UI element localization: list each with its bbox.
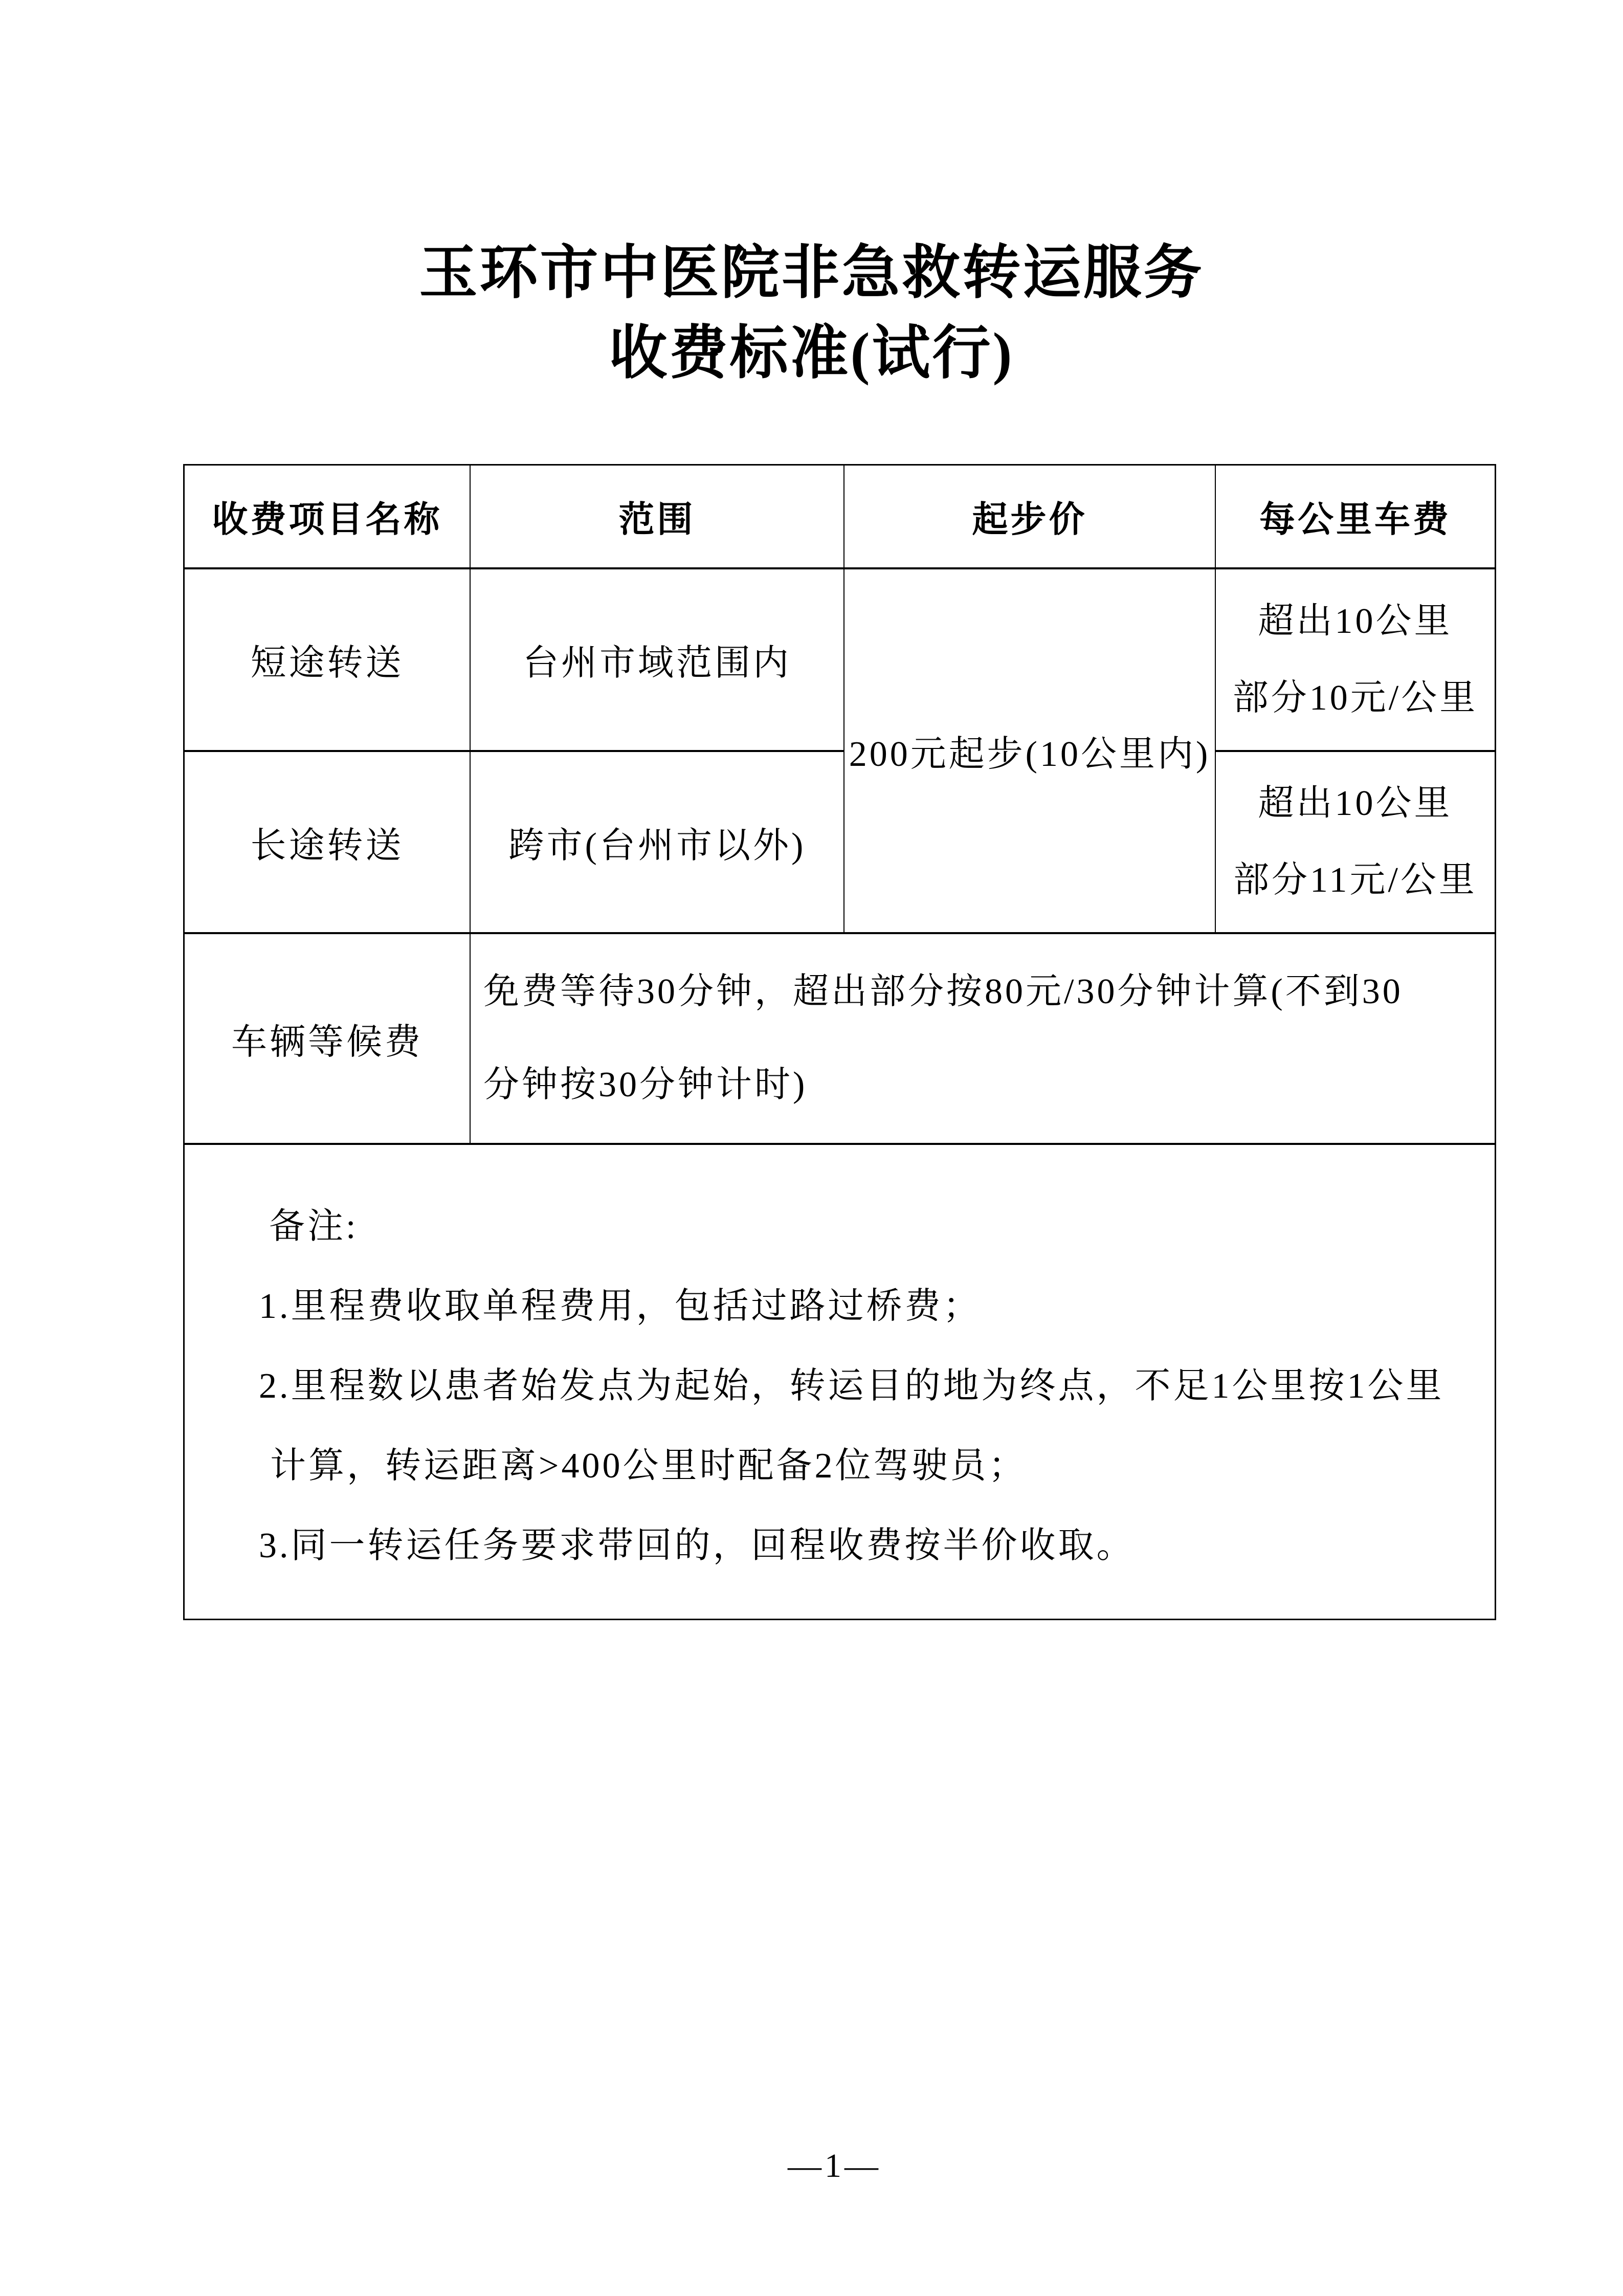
header-cell-base-fare: 起步价 xyxy=(844,466,1216,569)
cell-waiting-fee-desc xyxy=(471,934,1495,1145)
per-km-line: 超出10公里 xyxy=(1258,784,1453,823)
header-cell-scope: 范围 xyxy=(471,466,844,569)
per-km-line: 超出10公里 xyxy=(1258,601,1453,641)
header-cell-per-km: 每公里车费 xyxy=(1216,466,1495,569)
title-line-1: 玉环市中医院非急救转运服务 xyxy=(419,240,1204,305)
cell-long-transfer-per-km xyxy=(1216,752,1495,934)
fee-schedule-table xyxy=(183,464,1496,1620)
note-item-2-line-2: 计算，转运距离>400公里时配备2位驾驶员； xyxy=(270,1446,1027,1486)
cell-short-transfer-item: 短途转送 xyxy=(185,569,471,752)
cell-long-transfer-item: 长途转送 xyxy=(185,752,471,934)
document-title xyxy=(0,233,1623,393)
cell-base-fare-merged: 200元起步(10公里内) xyxy=(844,569,1216,934)
note-item-1: 1.里程费收取单程费用，包括过路过桥费； xyxy=(259,1287,982,1326)
cell-long-transfer-scope: 跨市(台州市以外) xyxy=(471,752,844,934)
note-item-2-line-1: 2.里程数以患者始发点为起始，转运目的地为终点，不足1公里按1公里 xyxy=(259,1366,1444,1406)
title-line-2: 收费标准(试行) xyxy=(609,321,1014,386)
cell-waiting-fee-item: 车辆等候费 xyxy=(185,934,471,1145)
note-item-3: 3.同一转运任务要求带回的，回程收费按半价收取。 xyxy=(259,1526,1135,1565)
cell-short-transfer-scope: 台州市域范围内 xyxy=(471,569,844,752)
cell-short-transfer-per-km xyxy=(1216,569,1495,752)
per-km-line: 部分10元/公里 xyxy=(1232,678,1478,718)
notes-label: 备注: xyxy=(269,1207,359,1246)
waiting-fee-desc-line: 分钟按30分钟计时) xyxy=(483,1065,808,1105)
per-km-line: 部分11元/公里 xyxy=(1233,860,1477,900)
header-cell-item: 收费项目名称 xyxy=(185,466,471,569)
page-number: —1— xyxy=(788,2147,881,2184)
notes-section xyxy=(185,1145,1495,1619)
waiting-fee-desc-line: 免费等待30分钟，超出部分按80元/30分钟计算(不到30 xyxy=(483,972,1403,1011)
